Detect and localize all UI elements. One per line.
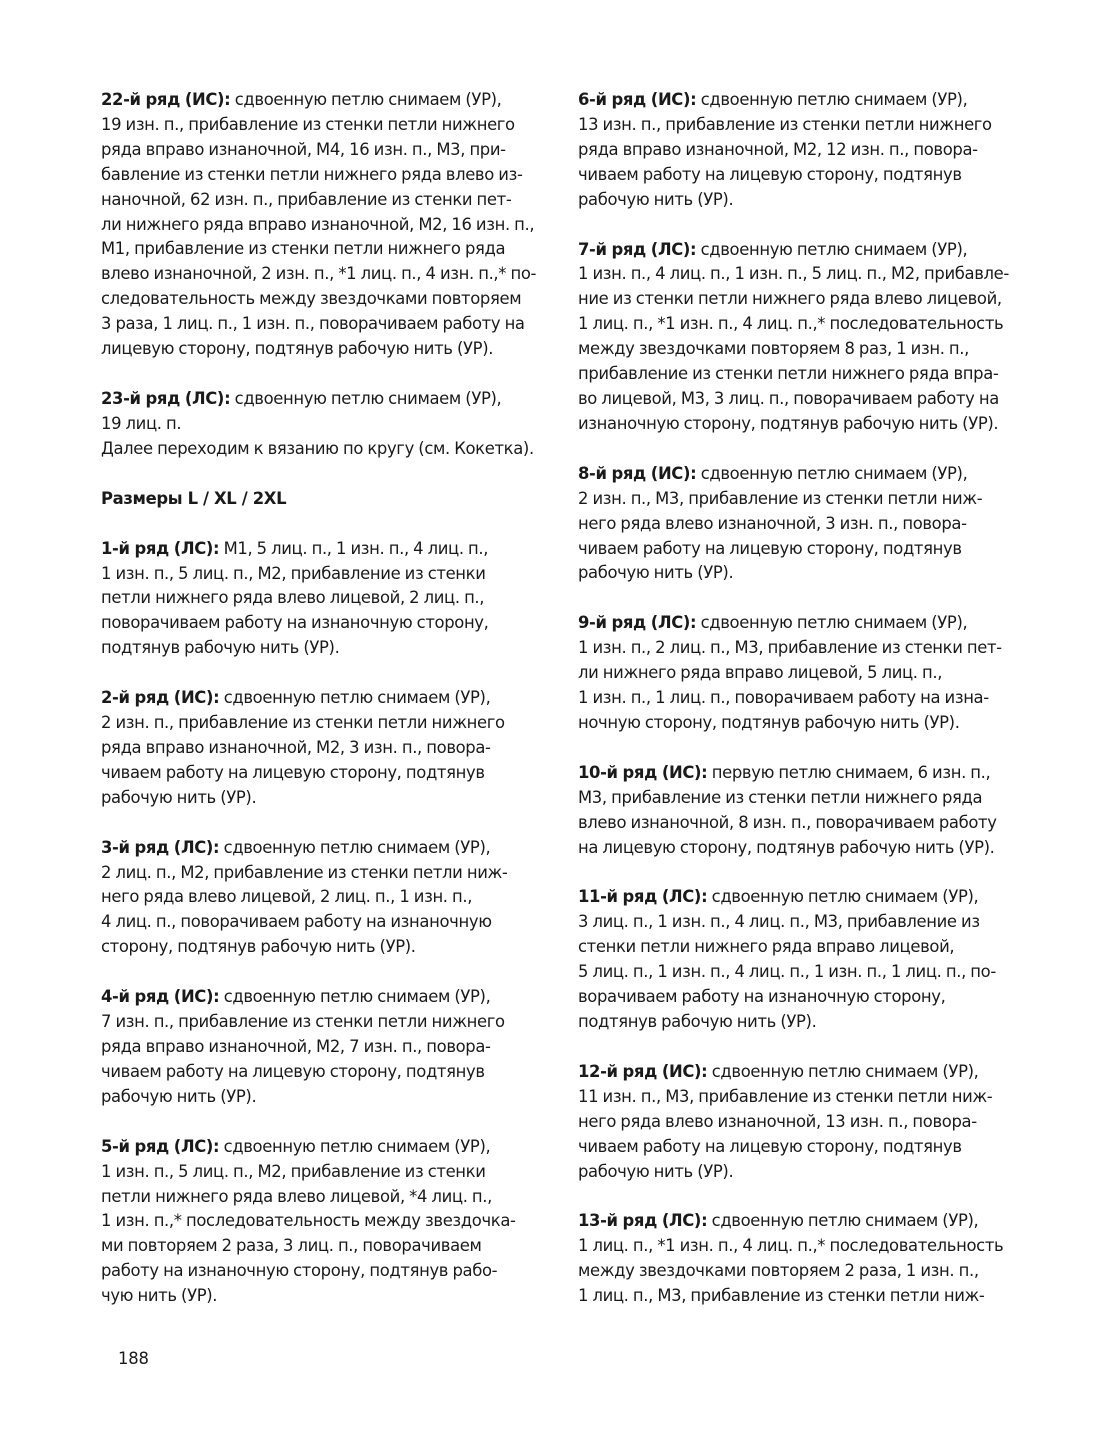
- row-label: 7-й ряд (ЛС):: [578, 239, 697, 259]
- text-line: между звездочками повторяем 8 раз, 1 изн. п.,: [578, 339, 970, 359]
- text-line: влево изнаночной, 8 изн. п., поворачиваем работу: [578, 812, 997, 832]
- text-line: 19 лиц. п.: [101, 413, 182, 433]
- text-line: [578, 238, 1030, 263]
- text-line: чиваем работу на лицевую сторону, подтянув: [101, 762, 485, 782]
- text-line: чиваем работу на лицевую сторону, подтянув: [578, 1136, 962, 1156]
- text-line: 1 лиц. п., *1 изн. п., 4 лиц. п.,* последовательность: [578, 314, 1004, 334]
- row-instruction: [101, 88, 553, 362]
- text-line: лицевую сторону, подтянув рабочую нить (УР).: [101, 339, 494, 359]
- row-label: 4-й ряд (ИС):: [101, 987, 220, 1007]
- row-label: 10-й ряд (ИС):: [578, 762, 708, 782]
- text-line: М3, прибавление из стенки петли нижнего ряда: [578, 787, 983, 807]
- row-instruction: [101, 537, 553, 662]
- row-label: 1-й ряд (ЛС):: [101, 538, 220, 558]
- row-text: сдвоенную петлю снимаем (УР),: [707, 887, 979, 907]
- row-text: М1, 5 лиц. п., 1 изн. п., 4 лиц. п.,: [219, 538, 489, 558]
- row-text: сдвоенную петлю снимаем (УР),: [696, 239, 968, 259]
- text-line: ворачиваем работу на изнаночную сторону,: [578, 987, 946, 1007]
- row-instruction: [578, 462, 1030, 587]
- text-line: [578, 88, 1030, 113]
- text-line: 2 изн. п., прибавление из стенки петли нижнего: [101, 713, 505, 733]
- text-line: [101, 836, 553, 861]
- text-line: [101, 1135, 553, 1160]
- row-text: сдвоенную петлю снимаем (УР),: [696, 90, 968, 109]
- row-text: первую петлю снимаем, 6 изн. п.,: [707, 762, 991, 782]
- text-line: 5 лиц. п., 1 изн. п., 4 лиц. п., 1 изн. п., 1 лиц. п., по-: [578, 962, 996, 982]
- text-line: ми повторяем 2 раза, 3 лиц. п., поворачиваем: [101, 1236, 482, 1256]
- text-line: [578, 885, 1030, 910]
- row-label: 9-й ряд (ЛС):: [578, 613, 697, 633]
- row-text: сдвоенную петлю снимаем (УР),: [707, 1211, 979, 1231]
- text-line: ряда вправо изнаночной, М4, 16 изн. п., М3, при-: [101, 139, 506, 159]
- row-text: сдвоенную петлю снимаем (УР),: [696, 463, 968, 483]
- row-instruction: [101, 836, 553, 961]
- text-line: 1 изн. п., 1 лиц. п., поворачиваем работу на изна-: [578, 688, 989, 708]
- text-line: 7 изн. п., прибавление из стенки петли нижнего: [101, 1012, 505, 1032]
- text-line: М1, прибавление из стенки петли нижнего ряда: [101, 239, 506, 259]
- text-line: на лицевую сторону, подтянув рабочую нить (УР).: [578, 837, 995, 857]
- text-line: 4 лиц. п., поворачиваем работу на изнаночную: [101, 912, 492, 932]
- text-line: ли нижнего ряда вправо изнаночной, М2, 16 изн. п.,: [101, 214, 535, 234]
- row-text: сдвоенную петлю снимаем (УР),: [219, 987, 491, 1007]
- text-line: между звездочками повторяем 2 раза, 1 изн. п.,: [578, 1261, 979, 1281]
- row-text: сдвоенную петлю снимаем (УР),: [696, 613, 968, 633]
- text-line: 1 лиц. п., М3, прибавление из стенки петли ниж-: [578, 1286, 985, 1306]
- text-line: рабочую нить (УР).: [578, 563, 734, 583]
- row-instruction: [578, 1060, 1030, 1185]
- row-label: 5-й ряд (ЛС):: [101, 1136, 220, 1156]
- text-line: [101, 686, 553, 711]
- text-line: во лицевой, М3, 3 лиц. п., поворачиваем работу на: [578, 388, 999, 408]
- section-heading: Размеры L / XL / 2XL: [101, 488, 287, 508]
- row-label: 2-й ряд (ИС):: [101, 688, 220, 708]
- text-line: ли нижнего ряда вправо лицевой, 5 лиц. п.,: [578, 663, 943, 683]
- row-instruction: [578, 761, 1030, 861]
- row-label: 23-й ряд (ЛС):: [101, 388, 231, 408]
- text-line: [101, 387, 553, 412]
- row-label: 22-й ряд (ИС):: [101, 90, 231, 109]
- text-line: [578, 611, 1030, 636]
- row-instruction: [578, 885, 1030, 1034]
- text-line: 3 раза, 1 лиц. п., 1 изн. п., поворачиваем работу на: [101, 314, 525, 334]
- text-line: 1 изн. п., 4 лиц. п., 1 изн. п., 5 лиц. п., М2, прибавле-: [578, 264, 1009, 284]
- row-instruction: [101, 1135, 553, 1309]
- text-line: него ряда влево лицевой, 2 лиц. п., 1 изн. п.,: [101, 887, 473, 907]
- row-text: сдвоенную петлю снимаем (УР),: [219, 837, 491, 857]
- text-line: стенки петли нижнего ряда вправо лицевой,: [578, 937, 955, 957]
- row-instruction: [578, 611, 1030, 736]
- left-column: [101, 88, 553, 1334]
- text-line: 2 лиц. п., М2, прибавление из стенки петли ниж-: [101, 862, 508, 882]
- row-instruction: [578, 88, 1030, 213]
- text-line: [101, 88, 553, 113]
- text-line: ночную сторону, подтянув рабочую нить (УР).: [578, 712, 960, 732]
- row-instruction: [101, 387, 553, 462]
- text-line: рабочую нить (УР).: [101, 1086, 257, 1106]
- row-text: сдвоенную петлю снимаем (УР),: [230, 388, 502, 408]
- row-instruction: [578, 238, 1030, 437]
- text-line: 1 изн. п., 5 лиц. п., М2, прибавление из стенки: [101, 1161, 486, 1181]
- text-line: прибавление из стенки петли нижнего ряда впра-: [578, 364, 999, 384]
- text-line: 3 лиц. п., 1 изн. п., 4 лиц. п., М3, прибавление из: [578, 912, 980, 932]
- row-text: сдвоенную петлю снимаем (УР),: [230, 90, 502, 109]
- row-label: 3-й ряд (ЛС):: [101, 837, 220, 857]
- row-text: сдвоенную петлю снимаем (УР),: [219, 688, 491, 708]
- row-label: 8-й ряд (ИС):: [578, 463, 697, 483]
- text-line: сторону, подтянув рабочую нить (УР).: [101, 937, 416, 957]
- text-line: ряда вправо изнаночной, М2, 12 изн. п., повора-: [578, 139, 978, 159]
- text-line: чиваем работу на лицевую сторону, подтянув: [578, 164, 962, 184]
- text-line: него ряда влево изнаночной, 3 изн. п., повора-: [578, 513, 967, 533]
- row-label: 12-й ряд (ИС):: [578, 1061, 708, 1081]
- page-number: 188: [118, 1349, 149, 1368]
- text-line: 11 изн. п., М3, прибавление из стенки петли ниж-: [578, 1086, 993, 1106]
- text-line: изнаночную сторону, подтянув рабочую нить (УР).: [578, 413, 999, 433]
- text-line: 1 изн. п.,* последовательность между звездочка-: [101, 1211, 516, 1231]
- text-line: бавление из стенки петли нижнего ряда влево из-: [101, 164, 523, 184]
- row-label: 6-й ряд (ИС):: [578, 90, 697, 109]
- text-line: [578, 761, 1030, 786]
- row-instruction: [101, 686, 553, 811]
- text-line: ряда вправо изнаночной, М2, 3 изн. п., повора-: [101, 737, 491, 757]
- text-line: влево изнаночной, 2 изн. п., *1 лиц. п., 4 изн. п.,* по-: [101, 264, 537, 284]
- text-line: петли нижнего ряда влево лицевой, *4 лиц. п.,: [101, 1186, 492, 1206]
- text-line: Далее переходим к вязанию по кругу (см. Кокетка).: [101, 438, 534, 458]
- text-line: него ряда влево изнаночной, 13 изн. п., повора-: [578, 1111, 977, 1131]
- text-line: наночной, 62 изн. п., прибавление из стенки пет-: [101, 189, 512, 209]
- text-line: ние из стенки петли нижнего ряда влево лицевой,: [578, 289, 1002, 309]
- text-line: подтянув рабочую нить (УР).: [101, 638, 340, 658]
- text-line: рабочую нить (УР).: [101, 787, 257, 807]
- text-line: 1 изн. п., 5 лиц. п., М2, прибавление из стенки: [101, 563, 486, 583]
- text-line: ряда вправо изнаночной, М2, 7 изн. п., повора-: [101, 1037, 491, 1056]
- text-line: чую нить (УР).: [101, 1286, 218, 1306]
- text-line: чиваем работу на лицевую сторону, подтянув: [578, 538, 962, 558]
- row-label: 13-й ряд (ЛС):: [578, 1211, 708, 1231]
- text-line: следовательность между звездочками повторяем: [101, 289, 522, 309]
- text-line: рабочую нить (УР).: [578, 189, 734, 209]
- text-line: поворачиваем работу на изнаночную сторону,: [101, 613, 489, 633]
- text-line: 2 изн. п., М3, прибавление из стенки петли ниж-: [578, 488, 983, 508]
- text-line: чиваем работу на лицевую сторону, подтянув: [101, 1061, 485, 1081]
- row-label: 11-й ряд (ЛС):: [578, 887, 708, 907]
- row-instruction: [101, 985, 553, 1110]
- text-line: 19 изн. п., прибавление из стенки петли нижнего: [101, 114, 515, 134]
- row-text: сдвоенную петлю снимаем (УР),: [707, 1061, 979, 1081]
- text-line: 1 лиц. п., *1 изн. п., 4 лиц. п.,* последовательность: [578, 1236, 1004, 1256]
- row-text: сдвоенную петлю снимаем (УР),: [219, 1136, 491, 1156]
- text-line: подтянув рабочую нить (УР).: [578, 1012, 817, 1031]
- text-line: 13 изн. п., прибавление из стенки петли нижнего: [578, 114, 992, 134]
- text-line: петли нижнего ряда влево лицевой, 2 лиц. п.,: [101, 588, 485, 608]
- text-line: [101, 985, 553, 1010]
- text-line: [578, 1209, 1030, 1234]
- text-line: [578, 462, 1030, 487]
- row-instruction: [578, 1209, 1030, 1309]
- text-line: [578, 1060, 1030, 1085]
- text-line: работу на изнаночную сторону, подтянув рабо-: [101, 1261, 498, 1281]
- text-line: [101, 537, 553, 562]
- right-column: [578, 88, 1030, 1334]
- text-line: 1 изн. п., 2 лиц. п., М3, прибавление из стенки пет-: [578, 638, 1002, 658]
- text-line: рабочую нить (УР).: [578, 1161, 734, 1181]
